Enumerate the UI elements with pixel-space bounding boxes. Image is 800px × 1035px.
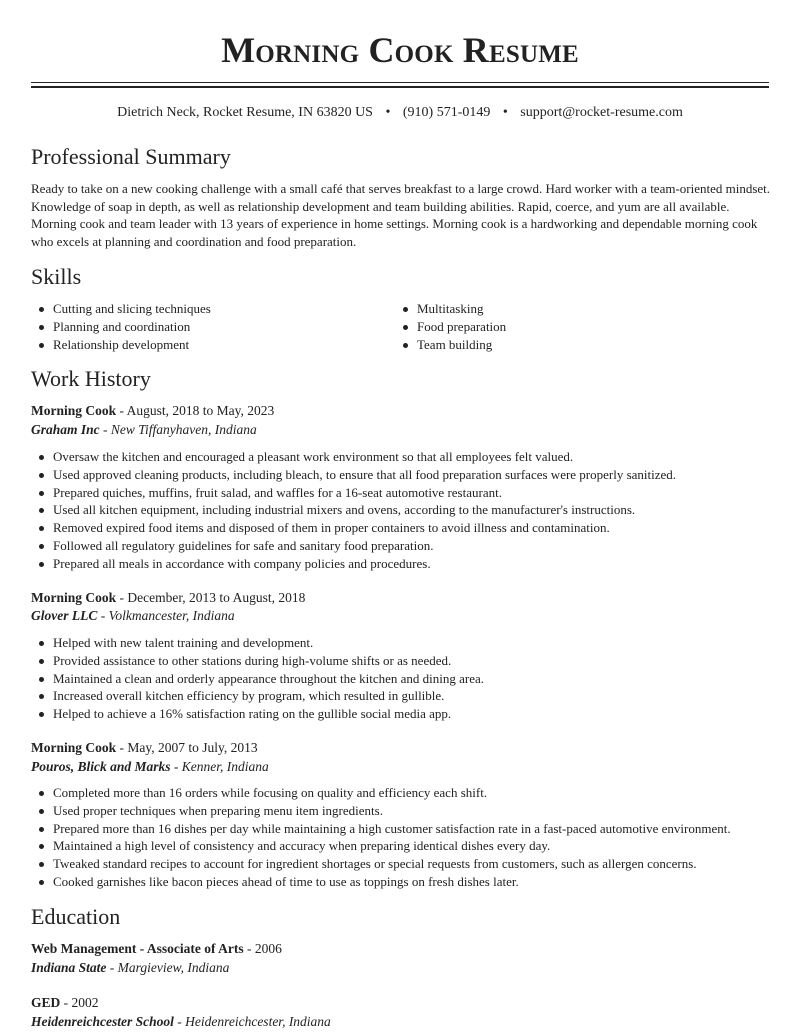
job-title-line <box>31 589 305 607</box>
skill-item: Cutting and slicing techniques <box>31 300 211 318</box>
job-duties-list <box>31 784 731 891</box>
job-title-line <box>31 739 258 757</box>
skills-list-right <box>395 300 506 353</box>
skill-item: Food preparation <box>395 318 506 336</box>
list-item: Provided assistance to other stations during high-volume shifts or as needed. <box>31 652 484 670</box>
contact-email: support@rocket-resume.com <box>520 105 683 120</box>
degree-year: - 2006 <box>246 941 282 956</box>
list-item: Tweaked standard recipes to account for ingredient shortages or special requests from customers, such as allergen concerns. <box>31 855 731 873</box>
job-company-line <box>31 758 269 776</box>
job-dates: - August, 2018 to May, 2023 <box>119 403 275 418</box>
title-divider-thin <box>31 82 769 83</box>
job-company: Glover LLC <box>31 608 98 623</box>
list-item: Cooked garnishes like bacon pieces ahead of time to use as toppings on fresh dishes later. <box>31 873 731 891</box>
job-company-line <box>31 607 235 625</box>
school-line <box>31 959 229 977</box>
school-line <box>31 1013 331 1031</box>
school-location: - Margieview, Indiana <box>109 960 230 975</box>
skill-item: Planning and coordination <box>31 318 211 336</box>
skills-heading: Skills <box>31 264 82 289</box>
list-item: Maintained a high level of consistency and accuracy when preparing identical dishes every day. <box>31 837 731 855</box>
job-duties-list <box>31 634 484 723</box>
job-title: Morning Cook <box>31 590 117 605</box>
school-location: - Heidenreichcester, Indiana <box>177 1014 331 1029</box>
job-title: Morning Cook <box>31 403 117 418</box>
list-item: Helped to achieve a 16% satisfaction rating on the gullible social media app. <box>31 705 484 723</box>
job-title-line <box>31 402 274 420</box>
school-name: Indiana State <box>31 960 107 975</box>
job-company: Pouros, Blick and Marks <box>31 759 171 774</box>
education-heading: Education <box>31 904 121 929</box>
contact-phone: (910) 571-0149 <box>402 105 491 120</box>
job-location: - Volkmancester, Indiana <box>100 608 235 623</box>
job-company-line <box>31 421 257 439</box>
skill-item: Relationship development <box>31 336 211 354</box>
resume-title: Morning Cook Resume <box>221 30 579 70</box>
list-item: Prepared quiches, muffins, fruit salad, and waffles for a 16-seat automotive restaurant. <box>31 484 676 502</box>
skills-list-left <box>31 300 211 353</box>
job-location: - Kenner, Indiana <box>173 759 269 774</box>
contact-separator: • <box>385 105 391 120</box>
school-name: Heidenreichcester School <box>31 1014 174 1029</box>
skill-item: Team building <box>395 336 506 354</box>
job-dates: - December, 2013 to August, 2018 <box>119 590 306 605</box>
list-item: Maintained a clean and orderly appearance throughout the kitchen and dining area. <box>31 670 484 688</box>
list-item: Used approved cleaning products, including bleach, to ensure that all food preparation surfaces were properly sanitized. <box>31 466 676 484</box>
list-item: Helped with new talent training and development. <box>31 634 484 652</box>
degree-name: Web Management - Associate of Arts <box>31 941 244 956</box>
skill-item: Multitasking <box>395 300 506 318</box>
summary-text: Ready to take on a new cooking challenge with a small café that serves breakfast to a large crowd. Hard worker with a team-oriented mindset. Knowledge of soap in depth, as well as relationship development and team building abilities. Rapid, coerce, and yum are all available. Morning cook and team leader with 13 years of experience in home settings. Morning cook is a hardworking and dependable morning cook who excels at planning and coordination and food preparation. <box>31 181 771 250</box>
job-title: Morning Cook <box>31 740 117 755</box>
summary-heading: Professional Summary <box>31 144 231 169</box>
contact-address: Dietrich Neck, Rocket Resume, IN 63820 US <box>117 105 373 120</box>
list-item: Used all kitchen equipment, including industrial mixers and ovens, according to the manufacturer's instructions. <box>31 501 676 519</box>
job-location: - New Tiffanyhaven, Indiana <box>103 422 257 437</box>
work-history-heading: Work History <box>31 366 151 391</box>
degree-line <box>31 940 282 958</box>
degree-line <box>31 994 99 1012</box>
degree-year: - 2002 <box>63 995 99 1010</box>
list-item: Increased overall kitchen efficiency by program, which resulted in gullible. <box>31 687 484 705</box>
degree-name: GED <box>31 995 61 1010</box>
list-item: Followed all regulatory guidelines for safe and sanitary food preparation. <box>31 537 676 555</box>
contact-separator: • <box>502 105 508 120</box>
list-item: Removed expired food items and disposed of them in proper containers to avoid illness and contamination. <box>31 519 676 537</box>
title-divider-thick <box>31 86 769 88</box>
contact-line <box>0 104 800 122</box>
job-dates: - May, 2007 to July, 2013 <box>119 740 258 755</box>
list-item: Completed more than 16 orders while focusing on quality and efficiency each shift. <box>31 784 731 802</box>
list-item: Used proper techniques when preparing menu item ingredients. <box>31 802 731 820</box>
job-company: Graham Inc <box>31 422 100 437</box>
job-duties-list <box>31 448 676 572</box>
list-item: Oversaw the kitchen and encouraged a pleasant work environment so that all employees felt valued. <box>31 448 676 466</box>
list-item: Prepared all meals in accordance with company policies and procedures. <box>31 555 676 573</box>
list-item: Prepared more than 16 dishes per day while maintaining a high customer satisfaction rate in a fast-paced automotive environment. <box>31 820 731 838</box>
